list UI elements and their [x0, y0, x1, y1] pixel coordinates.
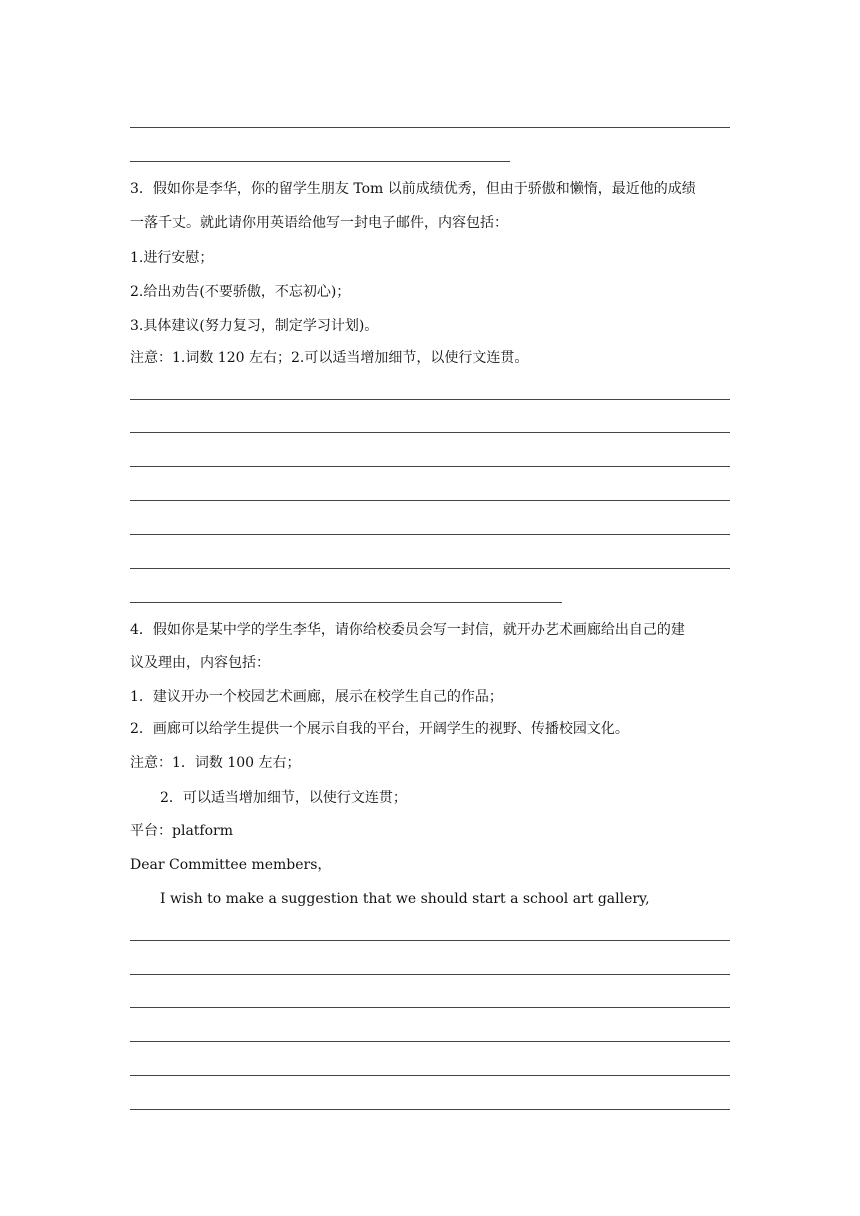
q4-item-1: 1．建议开办一个校园艺术画廊，展示在校学生自己的作品；: [130, 689, 503, 705]
q3-prompt-line1: 3．假如你是李华，你的留学生朋友 Tom 以前成绩优秀，但由于骄傲和懒惰，最近他的成绩: [130, 181, 696, 197]
q4-item-2: 2．画廊可以给学生提供一个展示自我的平台，开阔学生的视野、传播校园文化。: [130, 721, 629, 737]
answer-line[interactable]: [130, 500, 730, 501]
answer-line[interactable]: [130, 534, 730, 535]
q4-prompt-line1: 4．假如你是某中学的学生李华，请你给校委员会写一封信，就开办艺术画廊给出自己的建: [130, 622, 685, 638]
answer-line[interactable]: [130, 568, 730, 569]
answer-line[interactable]: [130, 127, 730, 128]
answer-line[interactable]: [130, 466, 730, 467]
answer-line[interactable]: [130, 1075, 730, 1076]
answer-line[interactable]: [130, 1041, 730, 1042]
letter-salutation: Dear Committee members，: [130, 857, 332, 873]
q3-note: 注意：1.词数 120 左右；2.可以适当增加细节，以使行文连贯。: [130, 350, 529, 366]
letter-opening: I wish to make a suggestion that we should start a school art gallery,: [160, 891, 650, 907]
q4-vocab: 平台：platform: [130, 823, 233, 839]
answer-line[interactable]: [130, 432, 730, 433]
q4-prompt-line2: 议及理由，内容包括：: [130, 655, 270, 671]
q3-item-3: 3.具体建议(努力复习，制定学习计划)。: [130, 318, 379, 334]
answer-line[interactable]: [130, 1007, 730, 1008]
answer-line[interactable]: [130, 399, 730, 400]
answer-line[interactable]: [130, 940, 730, 941]
answer-line[interactable]: [130, 161, 510, 162]
q3-prompt-line2: 一落千丈。就此请你用英语给他写一封电子邮件，内容包括：: [130, 215, 508, 231]
q3-item-1: 1.进行安慰；: [130, 250, 214, 266]
q3-item-2: 2.给出劝告(不要骄傲，不忘初心)；: [130, 284, 351, 300]
answer-line[interactable]: [130, 974, 730, 975]
answer-line[interactable]: [130, 1109, 730, 1110]
answer-line[interactable]: [130, 602, 562, 603]
q4-note-2: 2．可以适当增加细节，以使行文连贯；: [160, 790, 407, 806]
q4-note-1: 注意：1．词数 100 左右；: [130, 755, 301, 771]
